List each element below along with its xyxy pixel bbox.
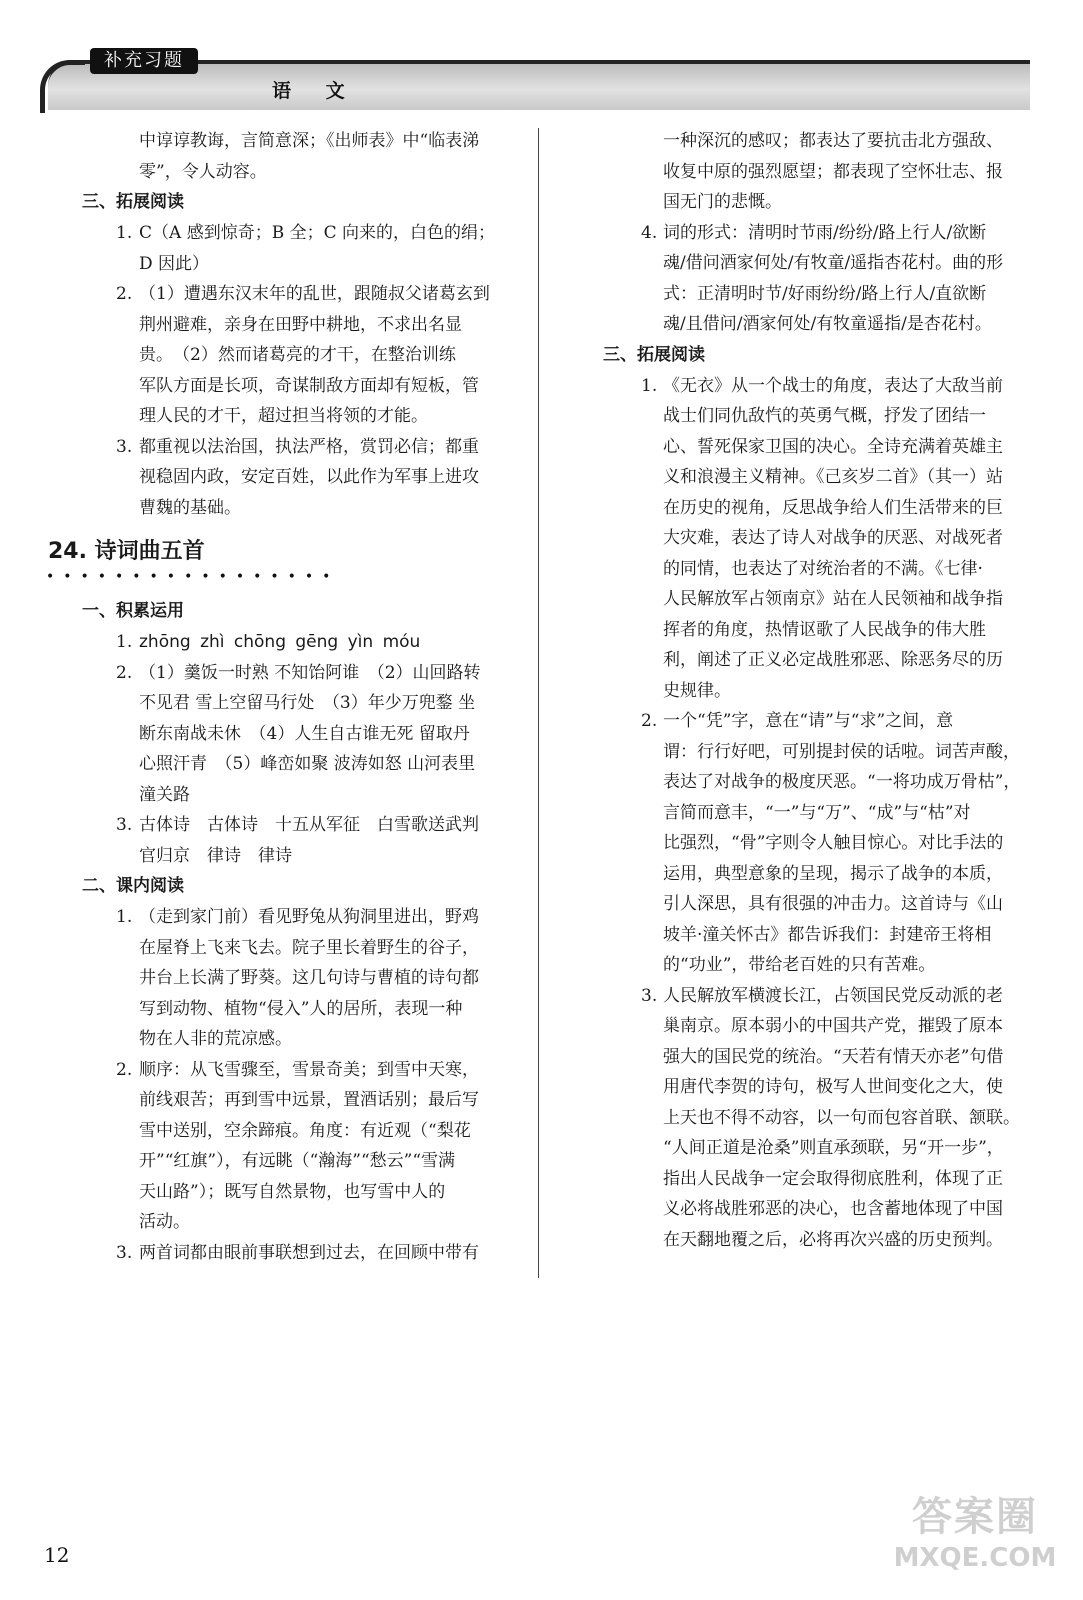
text-line: （走到家门前）看见野兔从狗洞里进出，野鸡 — [139, 907, 479, 927]
text-line: 曹魏的基础。 — [139, 497, 241, 518]
answer-item — [48, 279, 523, 432]
answer-item — [48, 432, 523, 524]
header-arc-decoration — [40, 60, 85, 113]
answer-item — [603, 371, 1043, 707]
text-line: 都重视以法治国，执法严格，赏罚必信；都重 — [139, 436, 479, 457]
text-line: 上天也不得不动容，以一句而包容首联、颔联。 — [663, 1107, 1020, 1128]
continuation-text — [603, 126, 1043, 218]
text-line: 魂/且借问/酒家何处/有牧童遥指/是杏花村。 — [663, 314, 992, 334]
text-line: 言简而意丰，“一”与“万”、“成”与“枯”对 — [663, 802, 971, 823]
item-number: 1. — [116, 223, 133, 243]
text-line: 义和浪漫主义精神。《己亥岁二首》（其一）站 — [663, 467, 1003, 487]
section-heading: 三、拓展阅读 — [82, 192, 184, 212]
text-line: 式：正清明时节/好雨纷纷/路上行人/直欲断 — [663, 283, 987, 304]
text-line: 比强烈，“骨”字则令人触目惊心。对比手法的 — [663, 833, 1004, 853]
section-heading: 二、课内阅读 — [82, 876, 184, 896]
item-number: 1. — [641, 375, 658, 396]
book-tab-label: 补充习题 — [90, 48, 198, 74]
item-number: 1. — [116, 632, 133, 652]
answer-item — [48, 627, 523, 658]
item-number: 2. — [641, 711, 658, 731]
text-line: 零”，令人动容。 — [139, 161, 267, 182]
section-heading: 三、拓展阅读 — [603, 344, 705, 365]
text-line: 不见君 雪上空留马行处 （3）年少万兜鍪 坐 — [139, 693, 476, 713]
text-line: 在屋脊上飞来飞去。院子里长着野生的谷子， — [139, 937, 479, 958]
text-line: 国无门的悲慨。 — [663, 192, 782, 212]
text-line: 大灾难，表达了诗人对战争的厌恶、对战死者 — [663, 528, 1003, 548]
text-line: 谓：行行好吧，可别提封侯的话啦。词苦声酸， — [663, 741, 1020, 762]
item-number: 4. — [641, 222, 658, 243]
text-line: 指出人民战争一定会取得彻底胜利，体现了正 — [663, 1168, 1003, 1189]
text-line: 魂/借问酒家何处/有牧童/遥指杏花村。曲的形 — [663, 253, 1004, 273]
text-line: 官归京 律诗 律诗 — [139, 845, 292, 866]
text-line: 荆州避难，亲身在田野中耕地，不求出名显 — [139, 314, 462, 335]
dotted-separator: ••••••••••••••••• — [46, 569, 340, 585]
answer-item — [603, 218, 1043, 340]
text-line: 引人深思，具有很强的冲击力。这首诗与《山 — [663, 894, 1003, 914]
answer-item — [603, 981, 1043, 1256]
text-line: 前线艰苦；再到雪中远景，置酒话别；最后写 — [139, 1090, 479, 1110]
text-line: 视稳固内政，安定百姓，以此作为军事上进攻 — [139, 467, 479, 487]
text-line: 写到动物、植物“侵入”人的居所，表现一种 — [139, 998, 463, 1019]
page-header — [40, 52, 1030, 108]
text-line: 词的形式：清明时节雨/纷纷/路上行人/欲断 — [663, 222, 987, 243]
item-number: 3. — [116, 815, 133, 835]
item-number: 3. — [116, 1242, 133, 1263]
item-number: 3. — [116, 436, 133, 457]
text-line: 运用，典型意象的呈现，揭示了战争的本质， — [663, 863, 1003, 884]
column-divider — [538, 128, 539, 1278]
answer-item — [48, 218, 523, 279]
text-line: 用唐代李贺的诗句，极写人世间变化之大，使 — [663, 1077, 1003, 1097]
answer-item — [48, 810, 523, 871]
text-line: 表达了对战争的极度厌恶。“一将功成万骨枯”， — [663, 772, 1021, 792]
section-heading: 一、积累运用 — [82, 601, 184, 621]
text-line: 史规律。 — [663, 680, 731, 701]
text-line: 心、誓死保家卫国的决心。全诗充满着英雄主 — [663, 436, 1003, 457]
answer-item — [603, 706, 1043, 981]
text-line: 潼关路 — [139, 784, 190, 805]
text-line: 强大的国民党的统治。“天若有情天亦老”句借 — [663, 1046, 1004, 1067]
text-line: 的同情，也表达了对统治者的不满。《七律· — [663, 558, 983, 579]
text-line: 理人民的才干，超过担当将领的才能。 — [139, 406, 428, 426]
answer-item — [48, 1055, 523, 1238]
text-line: 心照汗青 （5）峰峦如聚 波涛如怒 山河表里 — [139, 754, 476, 774]
text-line: 的“功业”，带给老百姓的只有苦难。 — [663, 955, 936, 975]
text-line: 义必将战胜邪恶的决心，也含蓄地体现了中国 — [663, 1199, 1003, 1219]
item-number: 1. — [116, 907, 133, 927]
text-line: 物在人非的荒凉感。 — [139, 1029, 292, 1049]
text-line: （1）遭遇东汉末年的乱世，跟随叔父诸葛玄到 — [139, 284, 490, 304]
text-line: 两首词都由眼前事联想到过去，在回顾中带有 — [139, 1242, 479, 1263]
answer-item — [48, 658, 523, 811]
item-number: 2. — [116, 284, 133, 304]
subject-label: 语 文 — [272, 80, 359, 102]
text-line: 军队方面是长项，奇谋制敌方面却有短板，管 — [139, 375, 479, 396]
text-line: 开”“红旗”），有远眺（“瀚海”“愁云”“雪满 — [139, 1151, 456, 1171]
text-line: 雪中送别，空余蹄痕。角度：有近观（“梨花 — [139, 1120, 471, 1141]
text-line: 战士们同仇敌忾的英勇气概，抒发了团结一 — [663, 406, 986, 426]
text-line: 一种深沉的感叹；都表达了要抗击北方强敌、 — [663, 131, 1003, 151]
text-line: 人民解放军横渡长江，占领国民党反动派的老 — [663, 985, 1003, 1006]
answer-item — [48, 902, 523, 1055]
text-line: 在天翻地覆之后，必将再次兴盛的历史预判。 — [663, 1229, 1003, 1250]
item-number: 2. — [116, 662, 133, 683]
item-number: 3. — [641, 985, 658, 1006]
right-column — [603, 126, 1043, 1255]
watermark-logo — [880, 1492, 1070, 1592]
continuation-text — [48, 126, 523, 187]
text-line: 收复中原的强烈愿望；都表现了空怀壮志、报 — [663, 161, 1003, 182]
text-line: 一个“凭”字，意在“请”与“求”之间，意 — [663, 711, 954, 731]
answer-item — [48, 1238, 523, 1269]
text-line: 古体诗 古体诗 十五从军征 白雪歌送武判 — [139, 815, 479, 835]
text-line: 断东南战未休 （4）人生自古谁无死 留取丹 — [139, 723, 470, 744]
watermark-title: 答案圈 — [912, 1494, 1038, 1540]
text-line: 顺序：从飞雪骤至，雪景奇美；到雪中天寒， — [139, 1059, 479, 1080]
text-line: 贵。 （2）然而诸葛亮的才干，在整治训练 — [139, 345, 456, 365]
text-line: （1）羹饭一时熟 不知饴阿谁 （2）山回路转 — [139, 662, 481, 683]
text-line: 中谆谆教诲，言简意深；《出师表》中“临表涕 — [139, 131, 480, 151]
left-column — [48, 126, 523, 1268]
text-line: 挥者的角度，热情讴歌了人民战争的伟大胜 — [663, 619, 986, 640]
page-number: 12 — [44, 1543, 70, 1567]
text-line: 巢南京。原本弱小的中国共产党，摧毁了原本 — [663, 1016, 1003, 1036]
watermark-url: MXQE.COM — [893, 1543, 1057, 1573]
item-number: 2. — [116, 1059, 133, 1080]
text-line: 利，阐述了正义必定战胜邪恶、除恶务尽的历 — [663, 650, 1003, 670]
text-line: 《无衣》从一个战士的角度，表达了大敌当前 — [663, 375, 1003, 396]
text-line: 天山路”）；既写自然景物，也写雪中人的 — [139, 1181, 446, 1202]
text-line: 坡羊·潼关怀古》都告诉我们：封建帝王将相 — [663, 924, 992, 945]
text-line: 活动。 — [139, 1212, 190, 1232]
text-line: D 因此） — [139, 253, 210, 274]
text-line: “人间正道是沧桑”则直承颈联，另“开一步”， — [663, 1138, 1004, 1158]
text-line: 在历史的视角，反思战争给人们生活带来的巨 — [663, 497, 1003, 518]
text-line: 人民解放军占领南京》站在人民领袖和战争指 — [663, 589, 1003, 609]
pinyin-answer: zhōng zhì chōng gēng yìn móu — [139, 632, 421, 652]
text-line: C（A 感到惊奇；B 全；C 向来的，白色的绢； — [139, 223, 495, 243]
text-line: 井台上长满了野葵。这几句诗与曹植的诗句都 — [139, 968, 479, 988]
lesson-title: 24. 诗词曲五首 — [48, 539, 205, 564]
